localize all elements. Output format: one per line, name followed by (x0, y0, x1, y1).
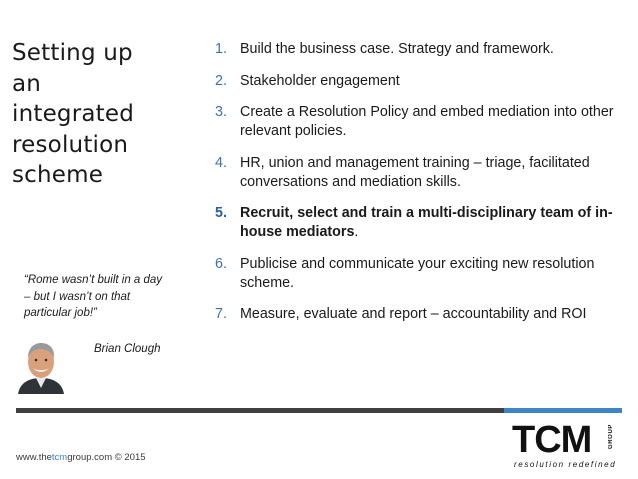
steps-list (215, 40, 615, 337)
divider-bar-blue (504, 408, 622, 413)
step-text-tail: . (354, 224, 359, 240)
quote-author: Brian Clough (94, 343, 161, 355)
step-text (240, 204, 615, 242)
step-number: 6. (215, 255, 227, 272)
portrait-image (12, 338, 70, 394)
footer-url[interactable] (16, 452, 146, 463)
step-number: 7. (215, 306, 227, 322)
step-number: 1. (215, 41, 227, 57)
title-line: an (12, 70, 42, 97)
list-item (215, 305, 615, 324)
step-text-bold: Recruit, select and train a multi-disciplinary team of in-house mediators (240, 205, 613, 240)
footer-url-prefix: www.the (16, 452, 52, 463)
title-line: resolution (12, 131, 129, 158)
list-item (215, 40, 615, 59)
step-text: HR, union and management training – triage, facilitated conversations and mediation skills. (240, 154, 590, 190)
divider-bar-dark (16, 408, 504, 413)
quote-text: “Rome wasn’t built in a day – but I wasn’t on that particular job!” (24, 274, 163, 319)
title-line: Setting up (12, 40, 133, 66)
step-text: Measure, evaluate and report – accountability and ROI (240, 306, 587, 322)
step-number: 2. (215, 72, 227, 89)
slide-title (12, 38, 182, 191)
step-number: 4. (215, 154, 227, 171)
list-item (215, 255, 615, 293)
list-item (215, 103, 615, 141)
step-number: 5. (215, 205, 227, 221)
title-line: integrated (12, 101, 135, 127)
step-text: Stakeholder engagement (240, 72, 400, 89)
title-line: scheme (12, 162, 104, 188)
logo-wordmark: TCM (512, 419, 592, 461)
list-item (215, 72, 615, 91)
list-item (215, 154, 615, 192)
step-text: Publicise and communicate your exciting new resolution scheme. (240, 255, 595, 291)
footer-url-suffix: group.com © 2015 (67, 452, 146, 463)
logo-group-label: GROUP (608, 424, 614, 450)
step-number: 3. (215, 104, 227, 120)
tcm-logo (512, 420, 624, 472)
logo-tagline: resolution redefined (514, 460, 617, 469)
step-text: Build the business case. Strategy and framework. (240, 41, 554, 57)
step-text: Create a Resolution Policy and embed mediation into other relevant policies. (240, 104, 614, 139)
list-item-highlighted (215, 204, 615, 242)
footer-url-accent: tcm (51, 452, 68, 463)
